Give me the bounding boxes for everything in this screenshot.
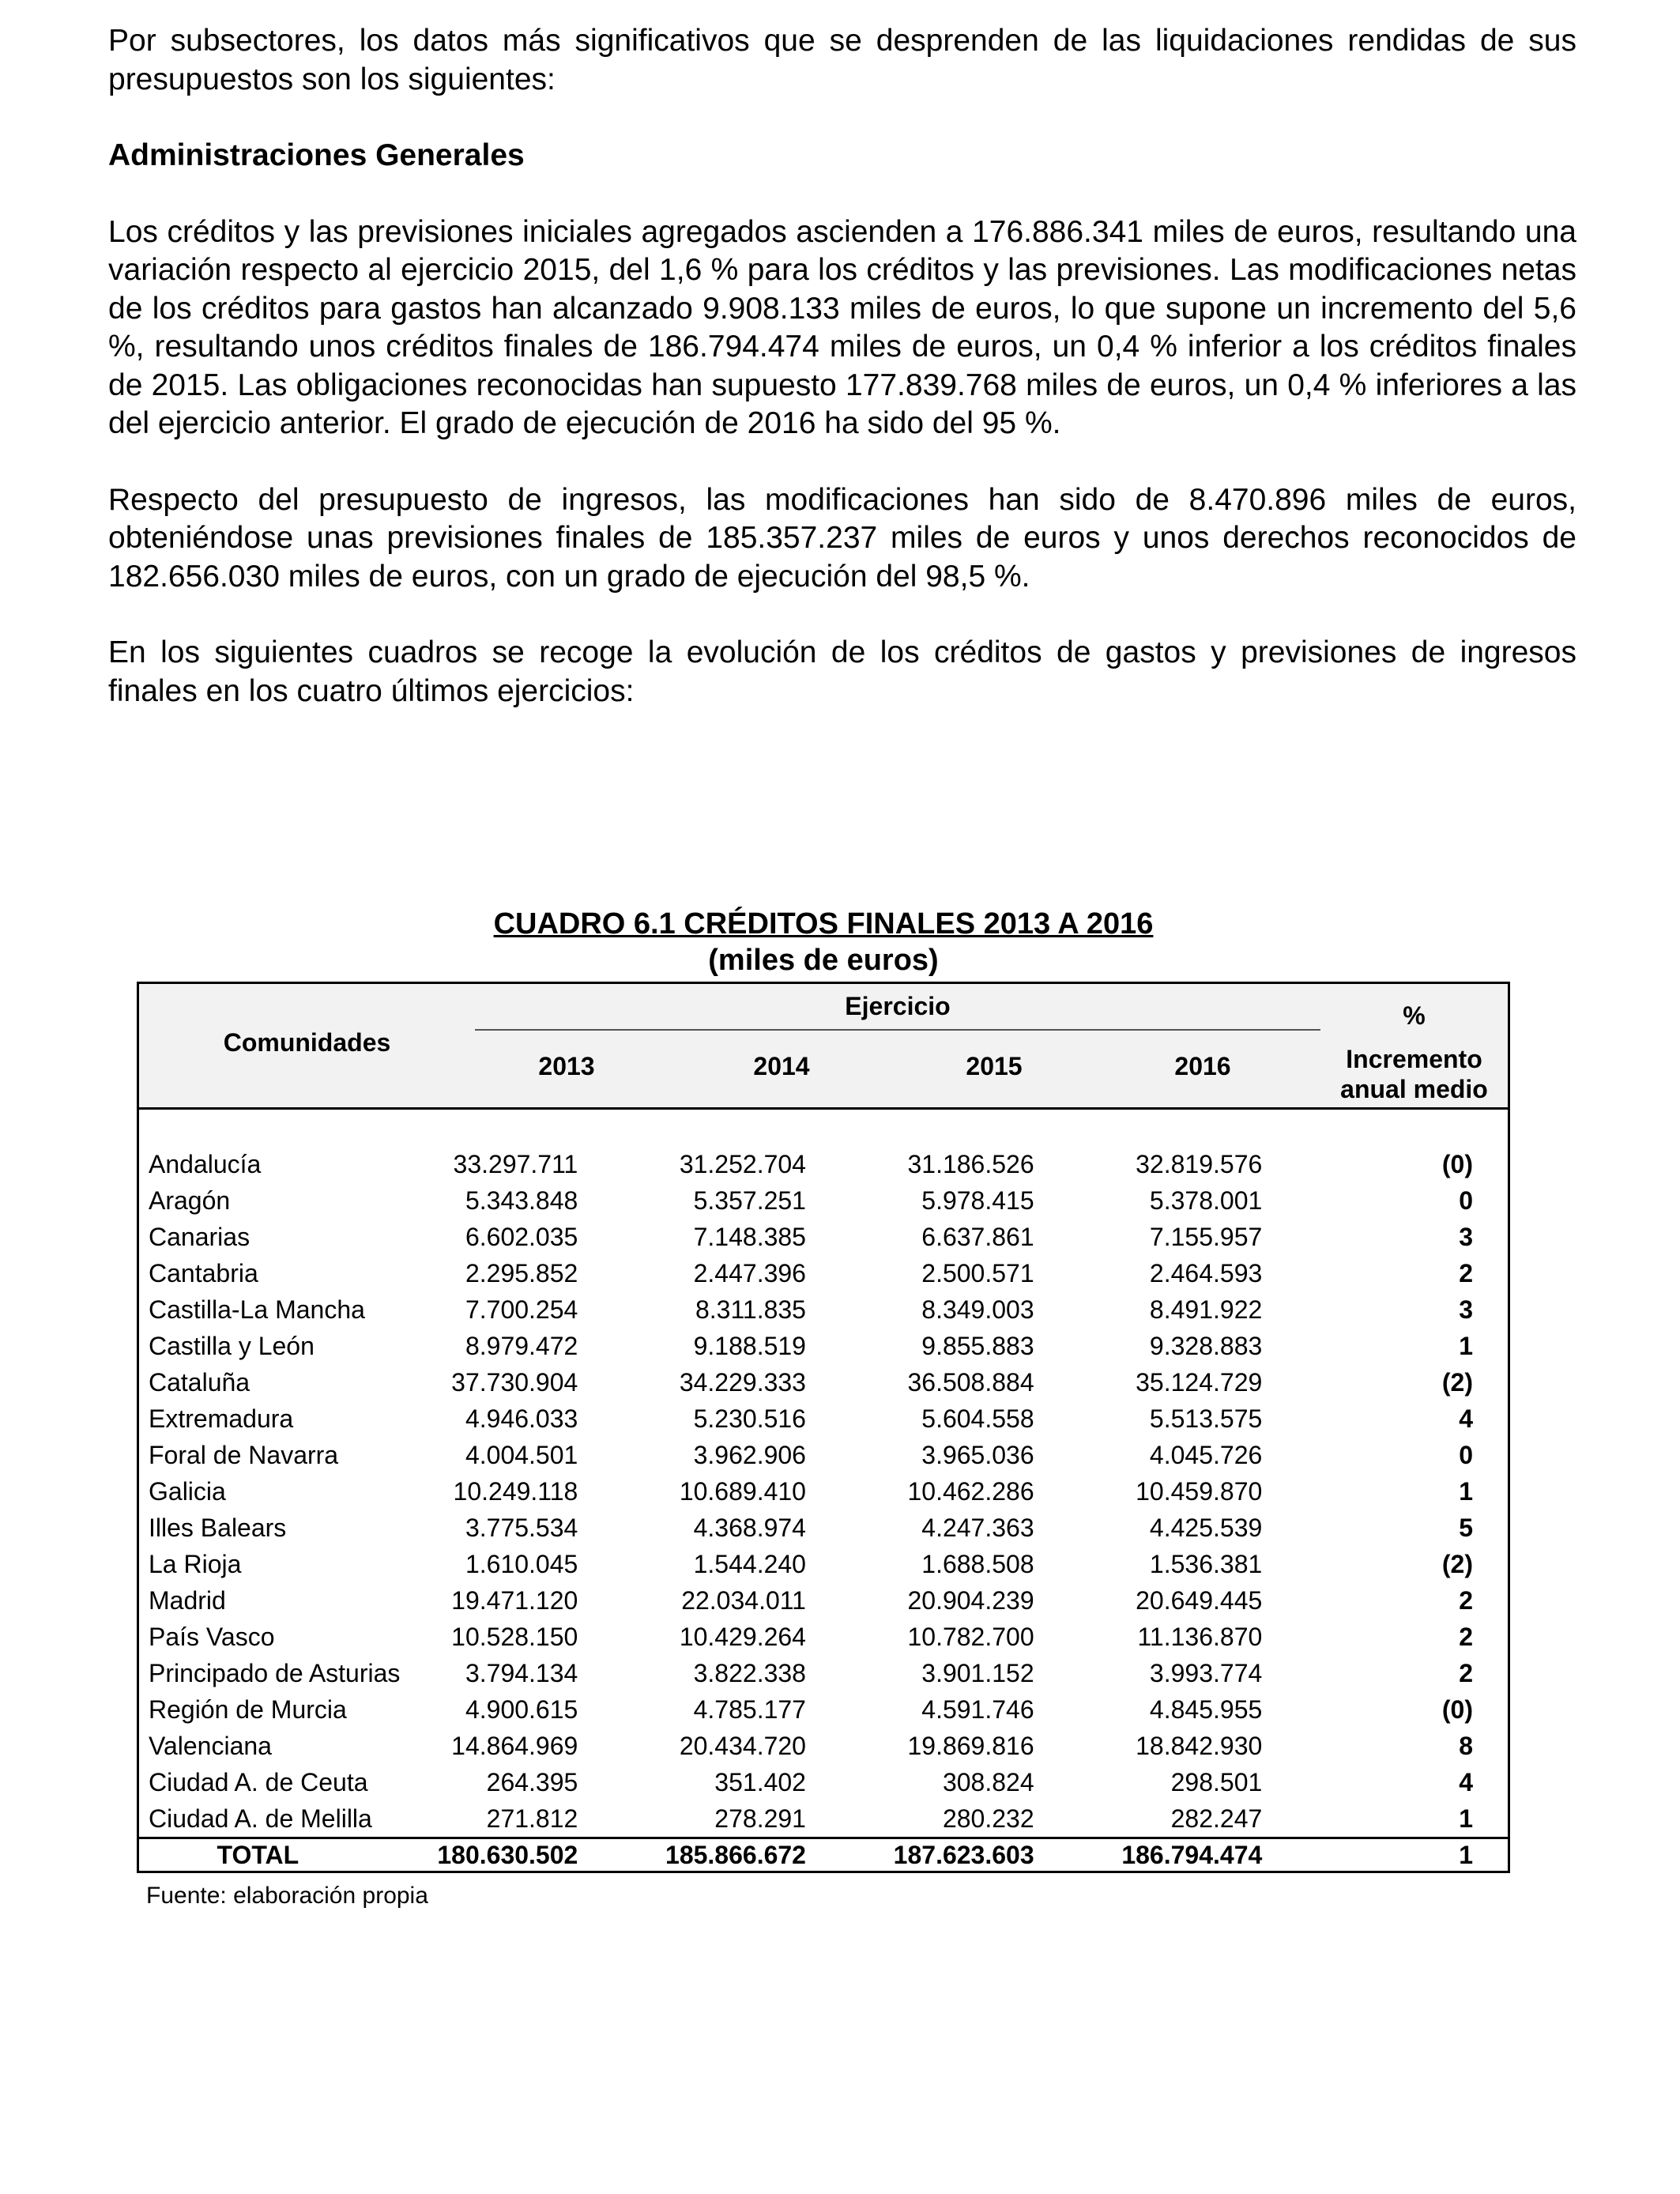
value-2015: 2.500.571 — [921, 1259, 1034, 1287]
total-row — [139, 1838, 1508, 1872]
value-2015: 280.232 — [942, 1804, 1034, 1833]
value-2016: 2.464.593 — [1149, 1259, 1263, 1287]
table-source: Fuente: elaboración propia — [146, 1883, 428, 1909]
annual-increase: 2 — [1459, 1586, 1473, 1615]
revenue-paragraph: Respecto del presupuesto de ingresos, las modificaciones han sido de 8.470.896 miles de euros, obteniéndose unas previsiones finales de 185.357.237 miles de euros y unos derechos reconocidos de 182.656.030 miles de euros, con un grado de ejecución del 98,5 %. — [108, 482, 1576, 594]
value-2013: 10.249.118 — [453, 1477, 578, 1506]
annual-increase: 5 — [1459, 1514, 1473, 1542]
annual-increase: 1 — [1459, 1804, 1473, 1833]
value-2015: 31.186.526 — [907, 1150, 1034, 1178]
header-incremento-line1: Incremento — [1346, 1045, 1482, 1073]
community-name: Cantabria — [149, 1259, 258, 1287]
value-2014: 7.148.385 — [693, 1223, 806, 1251]
table-row — [139, 1546, 1508, 1582]
value-2016: 282.247 — [1170, 1804, 1263, 1833]
table-row — [139, 1182, 1508, 1219]
value-2016: 1.536.381 — [1149, 1550, 1263, 1578]
value-2015: 10.782.700 — [907, 1623, 1034, 1651]
table-row — [139, 1764, 1508, 1800]
value-2013: 14.864.969 — [451, 1732, 578, 1760]
annual-increase: (2) — [1441, 1550, 1473, 1578]
value-2014: 278.291 — [714, 1804, 806, 1833]
value-2015: 4.247.363 — [921, 1514, 1034, 1542]
table-section — [137, 906, 1510, 1909]
value-2015: 5.978.415 — [921, 1186, 1034, 1215]
value-2013: 19.471.120 — [451, 1586, 578, 1615]
value-2015: 3.901.152 — [921, 1659, 1034, 1687]
value-2016: 4.045.726 — [1149, 1441, 1263, 1469]
section-heading: Administraciones Generales — [108, 138, 525, 172]
annual-increase: 4 — [1459, 1404, 1473, 1433]
table-frame — [137, 982, 1510, 1873]
value-2016: 8.491.922 — [1149, 1295, 1263, 1324]
document-body — [108, 22, 1576, 748]
credits-table — [139, 1110, 1508, 1871]
annual-increase: 1 — [1459, 1477, 1473, 1506]
credits-paragraph: Los créditos y las previsiones iniciales agregados ascienden a 176.886.341 miles de euros, resultando una variación respecto al ejercicio 2015, del 1,6 % para los créditos y las previsiones. Las modificaciones netas de los créditos para gastos han alcanzado 9.908.133 miles de euros, lo que supone un incremento del 5,6 %, resultando unos créditos finales de 186.794.474 miles de euros, un 0,4 % inferior a los créditos finales de 2015. Las obligaciones reconocidas han supuesto 177.839.768 miles de euros, un 0,4 % inferiores a las del ejercicio anterior. El grado de ejecución de 2016 ha sido del 95 %. — [108, 214, 1576, 440]
annual-increase: 0 — [1459, 1441, 1473, 1469]
annual-increase: 0 — [1459, 1186, 1473, 1215]
annual-increase: (0) — [1441, 1695, 1473, 1724]
header-ejercicio: Ejercicio — [845, 992, 951, 1020]
value-2014: 5.357.251 — [693, 1186, 806, 1215]
value-2015: 5.604.558 — [921, 1404, 1034, 1433]
value-2014: 9.188.519 — [693, 1332, 806, 1360]
value-2015: 9.855.883 — [921, 1332, 1034, 1360]
value-2016: 5.378.001 — [1149, 1186, 1263, 1215]
value-2013: 10.528.150 — [451, 1623, 578, 1651]
community-name: Madrid — [149, 1586, 226, 1615]
community-name: Valenciana — [149, 1732, 272, 1760]
value-2014: 1.544.240 — [693, 1550, 806, 1578]
value-2015: 8.349.003 — [921, 1295, 1034, 1324]
value-2015: 3.965.036 — [921, 1441, 1034, 1469]
value-2016: 5.513.575 — [1149, 1404, 1263, 1433]
value-2014: 4.785.177 — [693, 1695, 806, 1724]
table-row — [139, 1691, 1508, 1728]
value-2016: 298.501 — [1170, 1768, 1263, 1796]
value-2014: 31.252.704 — [679, 1150, 806, 1178]
value-2014: 10.429.264 — [679, 1623, 806, 1651]
value-2014: 20.434.720 — [679, 1732, 806, 1760]
value-2016: 186.794.474 — [1052, 1838, 1280, 1872]
value-2013: 271.812 — [486, 1804, 578, 1833]
table-row — [139, 1655, 1508, 1691]
value-2015: 20.904.239 — [907, 1586, 1034, 1615]
value-2013: 3.794.134 — [465, 1659, 578, 1687]
community-name: Castilla-La Mancha — [149, 1295, 365, 1324]
table-subtitle: (miles de euros) — [708, 944, 939, 977]
value-2013: 5.343.848 — [465, 1186, 578, 1215]
spacer-row — [139, 1110, 1508, 1146]
community-name: Principado de Asturias — [149, 1659, 401, 1687]
value-2016: 9.328.883 — [1149, 1332, 1263, 1360]
header-2015: 2015 — [966, 1052, 1023, 1080]
value-2014: 3.962.906 — [693, 1441, 806, 1469]
annual-increase: (2) — [1441, 1368, 1473, 1397]
annual-increase: 3 — [1459, 1223, 1473, 1251]
value-2015: 19.869.816 — [907, 1732, 1034, 1760]
community-name: Illes Balears — [149, 1514, 287, 1542]
community-name: La Rioja — [149, 1550, 242, 1578]
value-2016: 4.845.955 — [1149, 1695, 1263, 1724]
table-row — [139, 1728, 1508, 1764]
value-2013: 6.602.035 — [465, 1223, 578, 1251]
community-name: Región de Murcia — [149, 1695, 347, 1724]
value-2013: 37.730.904 — [451, 1368, 578, 1397]
table-row — [139, 1328, 1508, 1364]
value-2013: 1.610.045 — [465, 1550, 578, 1578]
value-2014: 351.402 — [714, 1768, 806, 1796]
annual-increase: 2 — [1459, 1659, 1473, 1687]
table-header — [139, 984, 1508, 1110]
annual-increase: 8 — [1459, 1732, 1473, 1760]
annual-increase: 3 — [1459, 1295, 1473, 1324]
value-2016: 10.459.870 — [1136, 1477, 1263, 1506]
community-name: Canarias — [149, 1223, 250, 1251]
value-2014: 4.368.974 — [693, 1514, 806, 1542]
value-2013: 4.900.615 — [465, 1695, 578, 1724]
intro-paragraph: Por subsectores, los datos más significativos que se desprenden de las liquidaciones rendidas de sus presupuestos son los siguientes: — [108, 24, 1576, 96]
community-name: Aragón — [149, 1186, 231, 1215]
header-comunidades: Comunidades — [223, 1028, 391, 1057]
value-2014: 3.822.338 — [693, 1659, 806, 1687]
header-incremento-line2: anual medio — [1340, 1075, 1488, 1103]
value-2016: 32.819.576 — [1136, 1150, 1263, 1178]
value-2015: 1.688.508 — [921, 1550, 1034, 1578]
value-2013: 4.004.501 — [465, 1441, 578, 1469]
community-name: Ciudad A. de Melilla — [149, 1804, 372, 1833]
value-2016: 35.124.729 — [1136, 1368, 1263, 1397]
annual-increase: 2 — [1459, 1623, 1473, 1651]
value-2015: 6.637.861 — [921, 1223, 1034, 1251]
value-2016: 7.155.957 — [1149, 1223, 1263, 1251]
value-2014: 5.230.516 — [693, 1404, 806, 1433]
header-incremento — [1320, 1044, 1508, 1104]
header-divider — [475, 1029, 1320, 1031]
value-2013: 180.630.502 — [367, 1838, 596, 1872]
value-2014: 185.866.672 — [595, 1838, 823, 1872]
table-row — [139, 1619, 1508, 1655]
tables-intro-paragraph: En los siguientes cuadros se recoge la evolución de los créditos de gastos y previsiones de ingresos finales en los cuatro últimos ejercicios: — [108, 635, 1576, 708]
table-title: CUADRO 6.1 CRÉDITOS FINALES 2013 A 2016 — [493, 907, 1154, 941]
value-2015: 4.591.746 — [921, 1695, 1034, 1724]
table-row — [139, 1473, 1508, 1510]
annual-increase: 1 — [1459, 1332, 1473, 1360]
community-name: Castilla y León — [149, 1332, 315, 1360]
table-row — [139, 1291, 1508, 1328]
annual-increase: (0) — [1441, 1150, 1473, 1178]
value-2013: 264.395 — [486, 1768, 578, 1796]
table-row — [139, 1510, 1508, 1546]
community-name: País Vasco — [149, 1623, 275, 1651]
value-2016: 3.993.774 — [1149, 1659, 1263, 1687]
value-2014: 34.229.333 — [679, 1368, 806, 1397]
value-2016: 18.842.930 — [1136, 1732, 1263, 1760]
header-2014: 2014 — [753, 1052, 810, 1080]
value-2013: 33.297.711 — [453, 1150, 578, 1178]
value-2015: 10.462.286 — [907, 1477, 1034, 1506]
community-name: Foral de Navarra — [149, 1441, 339, 1469]
table-row — [139, 1364, 1508, 1400]
value-2014: 2.447.396 — [693, 1259, 806, 1287]
value-2015: 36.508.884 — [907, 1368, 1034, 1397]
header-2016: 2016 — [1174, 1052, 1231, 1080]
value-2014: 22.034.011 — [681, 1586, 806, 1615]
community-name: Andalucía — [149, 1150, 262, 1178]
value-2014: 10.689.410 — [679, 1477, 806, 1506]
annual-increase: 1 — [1279, 1838, 1508, 1872]
table-row — [139, 1800, 1508, 1838]
table-row — [139, 1219, 1508, 1255]
value-2013: 4.946.033 — [465, 1404, 578, 1433]
table-row — [139, 1437, 1508, 1473]
value-2013: 2.295.852 — [465, 1259, 578, 1287]
table-row — [139, 1400, 1508, 1437]
value-2016: 4.425.539 — [1149, 1514, 1263, 1542]
header-pct: % — [1403, 1001, 1426, 1030]
value-2015: 187.623.603 — [823, 1838, 1052, 1872]
value-2015: 308.824 — [942, 1768, 1034, 1796]
community-name: Cataluña — [149, 1368, 250, 1397]
value-2014: 8.311.835 — [695, 1295, 806, 1324]
community-name: Extremadura — [149, 1404, 294, 1433]
community-name: Galicia — [149, 1477, 226, 1506]
table-row — [139, 1582, 1508, 1619]
table-row — [139, 1255, 1508, 1291]
value-2016: 20.649.445 — [1136, 1586, 1263, 1615]
value-2013: 7.700.254 — [465, 1295, 578, 1324]
value-2016: 11.136.870 — [1137, 1623, 1263, 1651]
community-name: TOTAL — [139, 1838, 367, 1872]
value-2013: 8.979.472 — [465, 1332, 578, 1360]
annual-increase: 2 — [1459, 1259, 1473, 1287]
value-2013: 3.775.534 — [465, 1514, 578, 1542]
community-name: Ciudad A. de Ceuta — [149, 1768, 368, 1796]
table-row — [139, 1146, 1508, 1182]
header-2013: 2013 — [538, 1052, 595, 1080]
annual-increase: 4 — [1459, 1768, 1473, 1796]
